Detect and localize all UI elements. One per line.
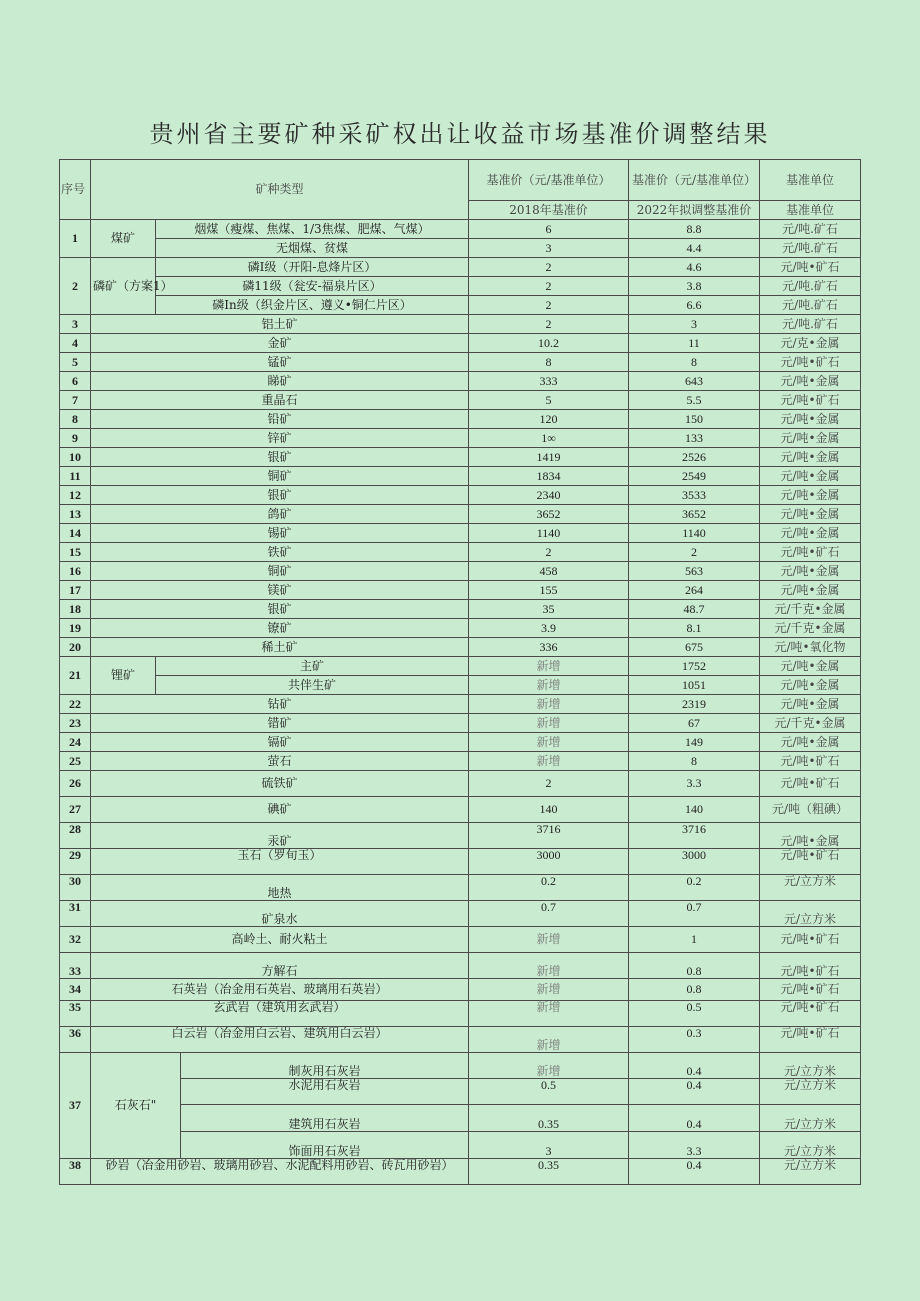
unit: 元/吨•金属 bbox=[760, 657, 861, 676]
price-2018: 3652 bbox=[469, 505, 629, 524]
mineral-name: 镣矿 bbox=[91, 619, 469, 638]
unit: 元/吨•金属 bbox=[760, 429, 861, 448]
unit: 元/吨•金属 bbox=[760, 581, 861, 600]
row-number: 29 bbox=[60, 849, 91, 875]
mineral-name: 高岭土、耐火粘土 bbox=[91, 927, 469, 953]
table-row bbox=[60, 429, 861, 448]
price-2018: 2 bbox=[469, 258, 629, 277]
mineral-name: 镁矿 bbox=[91, 581, 469, 600]
table-row bbox=[60, 372, 861, 391]
price-2018: 2 bbox=[469, 771, 629, 797]
row-number: 14 bbox=[60, 524, 91, 543]
row-number: 9 bbox=[60, 429, 91, 448]
unit: 元/千克•金属 bbox=[760, 600, 861, 619]
mineral-name: 玄武岩（建筑用玄武岩） bbox=[91, 1001, 469, 1027]
mineral-name: 无烟煤、贫煤 bbox=[156, 239, 469, 258]
price-2018: 10.2 bbox=[469, 334, 629, 353]
price-2018: 458 bbox=[469, 562, 629, 581]
price-2022: 3652 bbox=[629, 505, 760, 524]
table-row bbox=[60, 258, 861, 277]
table-row bbox=[60, 505, 861, 524]
unit: 元/立方米 bbox=[760, 1159, 861, 1185]
price-2022: 133 bbox=[629, 429, 760, 448]
unit: 元/千克•金属 bbox=[760, 619, 861, 638]
price-2022: 0.3 bbox=[629, 1027, 760, 1053]
table-row bbox=[60, 927, 861, 953]
mineral-name: 水泥用石灰岩 bbox=[181, 1079, 469, 1105]
table-row bbox=[60, 353, 861, 372]
table-row bbox=[60, 733, 861, 752]
header-2022: 2022年拟调整基准价 bbox=[629, 201, 760, 220]
row-number: 4 bbox=[60, 334, 91, 353]
table-row bbox=[60, 657, 861, 676]
mineral-name: 睇矿 bbox=[91, 372, 469, 391]
price-2022: 11 bbox=[629, 334, 760, 353]
group-name: 煤矿 bbox=[91, 220, 156, 258]
group-name: 锂矿 bbox=[91, 657, 156, 695]
price-2022: 3716 bbox=[629, 823, 760, 849]
mineral-name: 银矿 bbox=[91, 448, 469, 467]
price-2022: 1752 bbox=[629, 657, 760, 676]
price-2022: 0.4 bbox=[629, 1079, 760, 1105]
price-2018: 0.35 bbox=[469, 1159, 629, 1185]
unit: 元/吨•金属 bbox=[760, 562, 861, 581]
mineral-name: 玉石（罗旬玉） bbox=[91, 849, 469, 875]
mineral-name: 石英岩（冶金用石英岩、玻璃用石英岩） bbox=[91, 979, 469, 1001]
mineral-name: 主矿 bbox=[156, 657, 469, 676]
price-2022: 8 bbox=[629, 752, 760, 771]
row-number: 1 bbox=[60, 220, 91, 258]
price-table bbox=[59, 159, 861, 1185]
table-row bbox=[60, 600, 861, 619]
price-2018: 新增 bbox=[469, 657, 629, 676]
row-number: 34 bbox=[60, 979, 91, 1001]
unit: 元/吨•矿石 bbox=[760, 979, 861, 1001]
table-row bbox=[60, 849, 861, 875]
price-2022: 0.8 bbox=[629, 979, 760, 1001]
unit: 元/吨（粗碘） bbox=[760, 797, 861, 823]
mineral-name: 锌矿 bbox=[91, 429, 469, 448]
row-number: 15 bbox=[60, 543, 91, 562]
row-number: 32 bbox=[60, 927, 91, 953]
row-number: 5 bbox=[60, 353, 91, 372]
mineral-name: 磷In级（织金片区、遵义•铜仁片区） bbox=[156, 296, 469, 315]
row-number: 35 bbox=[60, 1001, 91, 1027]
table-row bbox=[60, 1001, 861, 1027]
header-row bbox=[60, 160, 861, 201]
unit: 元/吨.矿石 bbox=[760, 315, 861, 334]
table-row bbox=[60, 695, 861, 714]
price-2022: 643 bbox=[629, 372, 760, 391]
header-price-2018-group: 基准价（元/基准单位） bbox=[469, 160, 629, 201]
price-2018: 2340 bbox=[469, 486, 629, 505]
price-2018: 新增 bbox=[469, 676, 629, 695]
price-2022: 8 bbox=[629, 353, 760, 372]
row-number: 12 bbox=[60, 486, 91, 505]
table-row bbox=[60, 410, 861, 429]
price-2018: 336 bbox=[469, 638, 629, 657]
mineral-name: 共伴生矿 bbox=[156, 676, 469, 695]
mineral-name: 铜矿 bbox=[91, 562, 469, 581]
unit: 元/立方米 bbox=[760, 1053, 861, 1079]
group-name: 石灰石" bbox=[91, 1053, 181, 1159]
table-row bbox=[60, 239, 861, 258]
table-row bbox=[60, 771, 861, 797]
table-row bbox=[60, 581, 861, 600]
unit: 元/吨.矿石 bbox=[760, 239, 861, 258]
price-2018: 新增 bbox=[469, 752, 629, 771]
unit: 元/吨•金属 bbox=[760, 505, 861, 524]
unit: 元/吨•矿石 bbox=[760, 391, 861, 410]
row-number: 28 bbox=[60, 823, 91, 849]
price-2022: 150 bbox=[629, 410, 760, 429]
table-row bbox=[60, 391, 861, 410]
table-row bbox=[60, 1105, 861, 1132]
table-row bbox=[60, 543, 861, 562]
price-2018: 3.9 bbox=[469, 619, 629, 638]
price-2022: 563 bbox=[629, 562, 760, 581]
price-2018: 新增 bbox=[469, 1027, 629, 1053]
table-row bbox=[60, 619, 861, 638]
row-number: 36 bbox=[60, 1027, 91, 1053]
table-row bbox=[60, 277, 861, 296]
table-row bbox=[60, 875, 861, 901]
unit: 元/吨•矿石 bbox=[760, 752, 861, 771]
row-number: 10 bbox=[60, 448, 91, 467]
table-row bbox=[60, 448, 861, 467]
row-number: 6 bbox=[60, 372, 91, 391]
row-number: 27 bbox=[60, 797, 91, 823]
row-number: 33 bbox=[60, 953, 91, 979]
row-number: 8 bbox=[60, 410, 91, 429]
price-2022: 0.7 bbox=[629, 901, 760, 927]
mineral-name: 铁矿 bbox=[91, 543, 469, 562]
price-2018: 333 bbox=[469, 372, 629, 391]
unit: 元/立方米 bbox=[760, 1079, 861, 1105]
price-2022: 1 bbox=[629, 927, 760, 953]
table-row bbox=[60, 334, 861, 353]
price-2022: 2526 bbox=[629, 448, 760, 467]
mineral-name: 烟煤（瘦煤、焦煤、1/3焦煤、肥煤、气煤） bbox=[156, 220, 469, 239]
price-2018: 0.5 bbox=[469, 1079, 629, 1105]
price-2018: 2 bbox=[469, 277, 629, 296]
price-2018: 8 bbox=[469, 353, 629, 372]
header-no: 序号 bbox=[60, 160, 91, 220]
row-number: 26 bbox=[60, 771, 91, 797]
unit: 元/立方米 bbox=[760, 875, 861, 901]
price-2022: 4.6 bbox=[629, 258, 760, 277]
price-2018: 35 bbox=[469, 600, 629, 619]
mineral-name: 萤石 bbox=[91, 752, 469, 771]
mineral-name: 锡矿 bbox=[91, 524, 469, 543]
mineral-name: 磷I级（开阳-息烽片区） bbox=[156, 258, 469, 277]
row-number: 22 bbox=[60, 695, 91, 714]
table-row bbox=[60, 1053, 861, 1079]
price-2018: 1834 bbox=[469, 467, 629, 486]
mineral-name: 铝土矿 bbox=[91, 315, 469, 334]
price-2022: 6.6 bbox=[629, 296, 760, 315]
row-number: 7 bbox=[60, 391, 91, 410]
table-row bbox=[60, 562, 861, 581]
price-2018: 2 bbox=[469, 315, 629, 334]
mineral-name: 建筑用石灰岩 bbox=[181, 1105, 469, 1132]
price-2022: 3.3 bbox=[629, 1132, 760, 1159]
mineral-name: 方解石 bbox=[91, 953, 469, 979]
row-number: 23 bbox=[60, 714, 91, 733]
mineral-name: 制灰用石灰岩 bbox=[181, 1053, 469, 1079]
price-2022: 3.8 bbox=[629, 277, 760, 296]
unit: 元/吨•金属 bbox=[760, 733, 861, 752]
header-2018: 2018年基准价 bbox=[469, 201, 629, 220]
price-2022: 67 bbox=[629, 714, 760, 733]
row-number: 21 bbox=[60, 657, 91, 695]
mineral-name: 金矿 bbox=[91, 334, 469, 353]
price-2022: 264 bbox=[629, 581, 760, 600]
price-2018: 140 bbox=[469, 797, 629, 823]
price-2022: 3.3 bbox=[629, 771, 760, 797]
price-2022: 0.8 bbox=[629, 953, 760, 979]
row-number: 37 bbox=[60, 1053, 91, 1159]
price-2022: 0.4 bbox=[629, 1053, 760, 1079]
mineral-name: 鸽矿 bbox=[91, 505, 469, 524]
mineral-name: 重晶石 bbox=[91, 391, 469, 410]
mineral-name: 错矿 bbox=[91, 714, 469, 733]
price-2022: 3 bbox=[629, 315, 760, 334]
unit: 元/吨•矿石 bbox=[760, 353, 861, 372]
price-2022: 140 bbox=[629, 797, 760, 823]
unit: 元/吨•矿石 bbox=[760, 543, 861, 562]
mineral-name: 银矿 bbox=[91, 486, 469, 505]
price-2022: 2 bbox=[629, 543, 760, 562]
table-row bbox=[60, 901, 861, 927]
price-2018: 新增 bbox=[469, 695, 629, 714]
row-number: 13 bbox=[60, 505, 91, 524]
mineral-name: 银矿 bbox=[91, 600, 469, 619]
row-number: 18 bbox=[60, 600, 91, 619]
price-2022: 0.4 bbox=[629, 1159, 760, 1185]
price-2018: 5 bbox=[469, 391, 629, 410]
row-number: 30 bbox=[60, 875, 91, 901]
unit: 元/吨•金属 bbox=[760, 372, 861, 391]
unit: 元/吨•矿石 bbox=[760, 771, 861, 797]
price-2018: 新增 bbox=[469, 979, 629, 1001]
price-2022: 1051 bbox=[629, 676, 760, 695]
header-price-2022-group: 基准价（元/基准单位） bbox=[629, 160, 760, 201]
price-2022: 5.5 bbox=[629, 391, 760, 410]
unit: 元/吨•矿石 bbox=[760, 953, 861, 979]
price-2022: 149 bbox=[629, 733, 760, 752]
table-row bbox=[60, 315, 861, 334]
unit: 元/吨•矿石 bbox=[760, 1027, 861, 1053]
unit: 元/吨•金属 bbox=[760, 486, 861, 505]
price-2018: 2 bbox=[469, 543, 629, 562]
row-number: 31 bbox=[60, 901, 91, 927]
price-2018: 1419 bbox=[469, 448, 629, 467]
table-row bbox=[60, 979, 861, 1001]
price-2022: 0.2 bbox=[629, 875, 760, 901]
table-row bbox=[60, 486, 861, 505]
unit: 元/吨•矿石 bbox=[760, 927, 861, 953]
mineral-name: 矿泉水 bbox=[91, 901, 469, 927]
price-2022: 48.7 bbox=[629, 600, 760, 619]
mineral-name: 锰矿 bbox=[91, 353, 469, 372]
unit: 元/吨•金属 bbox=[760, 524, 861, 543]
mineral-name: 稀土矿 bbox=[91, 638, 469, 657]
mineral-name: 硫铁矿 bbox=[91, 771, 469, 797]
table-row bbox=[60, 1132, 861, 1159]
unit: 元/吨.矿石 bbox=[760, 220, 861, 239]
price-2018: 6 bbox=[469, 220, 629, 239]
row-number: 25 bbox=[60, 752, 91, 771]
table-row bbox=[60, 714, 861, 733]
table-row bbox=[60, 676, 861, 695]
row-number: 19 bbox=[60, 619, 91, 638]
unit: 元/立方米 bbox=[760, 1105, 861, 1132]
price-2018: 3716 bbox=[469, 823, 629, 849]
unit: 元/千克•金属 bbox=[760, 714, 861, 733]
mineral-name: 铜矿 bbox=[91, 467, 469, 486]
price-2018: 1∞ bbox=[469, 429, 629, 448]
price-2018: 3 bbox=[469, 1132, 629, 1159]
table-row bbox=[60, 1159, 861, 1185]
price-2022: 1140 bbox=[629, 524, 760, 543]
row-number: 16 bbox=[60, 562, 91, 581]
unit: 元/吨•金属 bbox=[760, 823, 861, 849]
price-2022: 3533 bbox=[629, 486, 760, 505]
unit: 元/吨•矿石 bbox=[760, 1001, 861, 1027]
price-2018: 3000 bbox=[469, 849, 629, 875]
unit: 元/立方米 bbox=[760, 1132, 861, 1159]
price-2018: 新增 bbox=[469, 1001, 629, 1027]
table-row bbox=[60, 1027, 861, 1053]
mineral-name: 地热 bbox=[91, 875, 469, 901]
mineral-name: 碘矿 bbox=[91, 797, 469, 823]
price-2022: 8.8 bbox=[629, 220, 760, 239]
price-2022: 0.5 bbox=[629, 1001, 760, 1027]
unit: 元/立方米 bbox=[760, 901, 861, 927]
unit: 元/吨•金属 bbox=[760, 448, 861, 467]
mineral-name: 铅矿 bbox=[91, 410, 469, 429]
price-2018: 0.35 bbox=[469, 1105, 629, 1132]
table-row bbox=[60, 797, 861, 823]
mineral-name: 钻矿 bbox=[91, 695, 469, 714]
row-number: 11 bbox=[60, 467, 91, 486]
price-2018: 0.2 bbox=[469, 875, 629, 901]
price-2018: 0.7 bbox=[469, 901, 629, 927]
table-row bbox=[60, 524, 861, 543]
row-number: 17 bbox=[60, 581, 91, 600]
price-2018: 120 bbox=[469, 410, 629, 429]
table-row bbox=[60, 1079, 861, 1105]
price-2022: 675 bbox=[629, 638, 760, 657]
table-row bbox=[60, 638, 861, 657]
unit: 元/吨•金属 bbox=[760, 695, 861, 714]
table-row bbox=[60, 823, 861, 849]
header-unit-bottom: 基准单位 bbox=[760, 201, 861, 220]
unit: 元/吨.矿石 bbox=[760, 296, 861, 315]
unit: 元/吨•矿石 bbox=[760, 849, 861, 875]
mineral-name: 白云岩（冶金用白云岩、建筑用白云岩） bbox=[91, 1027, 469, 1053]
unit: 元/吨•氧化物 bbox=[760, 638, 861, 657]
price-2018: 新增 bbox=[469, 953, 629, 979]
price-2018: 新增 bbox=[469, 927, 629, 953]
mineral-name: 汞矿 bbox=[91, 823, 469, 849]
unit: 元/吨•金属 bbox=[760, 410, 861, 429]
row-number: 3 bbox=[60, 315, 91, 334]
price-2022: 0.4 bbox=[629, 1105, 760, 1132]
table-row bbox=[60, 752, 861, 771]
price-2018: 2 bbox=[469, 296, 629, 315]
row-number: 20 bbox=[60, 638, 91, 657]
price-2022: 2549 bbox=[629, 467, 760, 486]
unit: 元/吨•矿石 bbox=[760, 258, 861, 277]
unit: 元/吨•金属 bbox=[760, 467, 861, 486]
mineral-name: 镉矿 bbox=[91, 733, 469, 752]
table-row bbox=[60, 220, 861, 239]
table-row bbox=[60, 296, 861, 315]
price-2018: 155 bbox=[469, 581, 629, 600]
price-2022: 2319 bbox=[629, 695, 760, 714]
price-2022: 8.1 bbox=[629, 619, 760, 638]
table-row bbox=[60, 467, 861, 486]
unit: 元/吨•金属 bbox=[760, 676, 861, 695]
price-2018: 新增 bbox=[469, 714, 629, 733]
price-2018: 1140 bbox=[469, 524, 629, 543]
row-number: 24 bbox=[60, 733, 91, 752]
price-2022: 4.4 bbox=[629, 239, 760, 258]
mineral-name: 饰面用石灰岩 bbox=[181, 1132, 469, 1159]
header-type: 矿种类型 bbox=[91, 160, 469, 220]
header-unit-top: 基准单位 bbox=[760, 160, 861, 201]
mineral-name: 砂岩（冶金用砂岩、玻璃用砂岩、水泥配料用砂岩、砖瓦用砂岩） bbox=[91, 1159, 469, 1185]
row-number: 38 bbox=[60, 1159, 91, 1185]
price-2018: 新增 bbox=[469, 1053, 629, 1079]
unit: 元/克•金属 bbox=[760, 334, 861, 353]
price-2018: 新增 bbox=[469, 733, 629, 752]
row-number: 2 bbox=[60, 258, 91, 315]
unit: 元/吨.矿石 bbox=[760, 277, 861, 296]
table-row bbox=[60, 953, 861, 979]
mineral-name: 磷11级（瓮安-福泉片区） bbox=[156, 277, 469, 296]
price-2018: 3 bbox=[469, 239, 629, 258]
group-name: 磷矿（方案1） bbox=[91, 258, 156, 315]
document-title: 贵州省主要矿种采矿权出让收益市场基准价调整结果 bbox=[149, 120, 771, 148]
price-2022: 3000 bbox=[629, 849, 760, 875]
